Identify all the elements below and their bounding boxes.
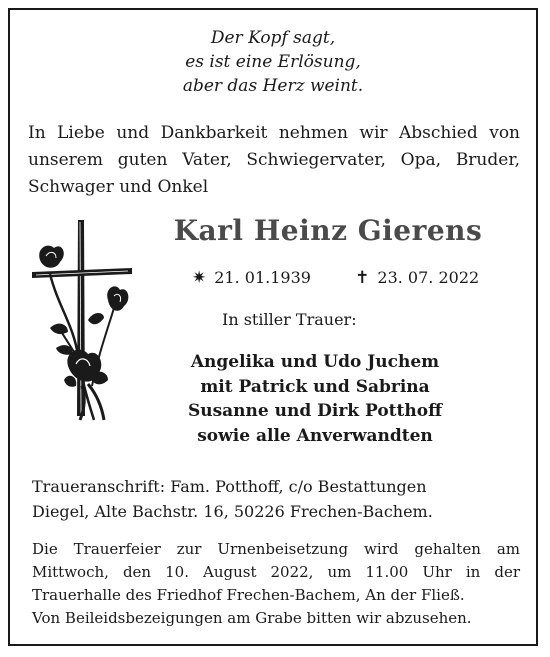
quote-line: aber das Herz weint. [182, 76, 364, 96]
family-line: Susanne und Dirk Potthoff [187, 401, 443, 421]
mourning-address [32, 474, 518, 524]
quote-line: es ist eine Erlösung, [185, 52, 361, 72]
intro-line: In Liebe und Dankbarkeit nehmen wir Abschied von [28, 123, 520, 143]
service-line: Mittwoch, den 10. August 2022, um 11.00 Uhr in der [32, 563, 520, 581]
mourning-label: In stiller Trauer: [222, 310, 357, 329]
family-line: mit Patrick und Sabrina [200, 376, 430, 397]
service-line: Trauerhalle des Friedhof Frechen-Bachem, An der Fließ. [32, 586, 465, 604]
service-line: Die Trauerfeier zur Urnenbeisetzung wird gehalten am [32, 540, 520, 558]
life-dates [192, 268, 479, 288]
family-line: sowie alle Anverwandten [197, 425, 433, 446]
death-cross-icon: ✝ [355, 268, 370, 288]
obituary-notice [8, 8, 538, 646]
service-line: Von Beileidsbezeigungen am Grabe bitten wir abzusehen. [32, 609, 472, 627]
birth-date: 21. 01.1939 [214, 268, 311, 287]
quote-line: Der Kopf sagt, [210, 28, 336, 48]
intro-line: Schwager und Onkel [28, 177, 209, 197]
death-date: 23. 07. 2022 [377, 268, 480, 287]
birth-star-icon: ✷ [192, 268, 207, 288]
family-line: Angelika und Udo Juchem [190, 352, 440, 372]
deceased-name: Karl Heinz Gierens [173, 214, 483, 247]
family-list [150, 350, 480, 448]
service-details [32, 538, 520, 630]
quote [10, 26, 536, 98]
address-line: Diegel, Alte Bachstr. 16, 50226 Frechen-Bachem. [32, 502, 433, 521]
intro-line: unserem guten Vater, Schwiegervater, Opa, Bruder, [28, 150, 520, 170]
address-line: Traueranschrift: Fam. Potthoff, c/o Bestattungen [32, 477, 427, 496]
intro-text [28, 120, 520, 201]
cross-with-roses-illustration [28, 216, 138, 422]
